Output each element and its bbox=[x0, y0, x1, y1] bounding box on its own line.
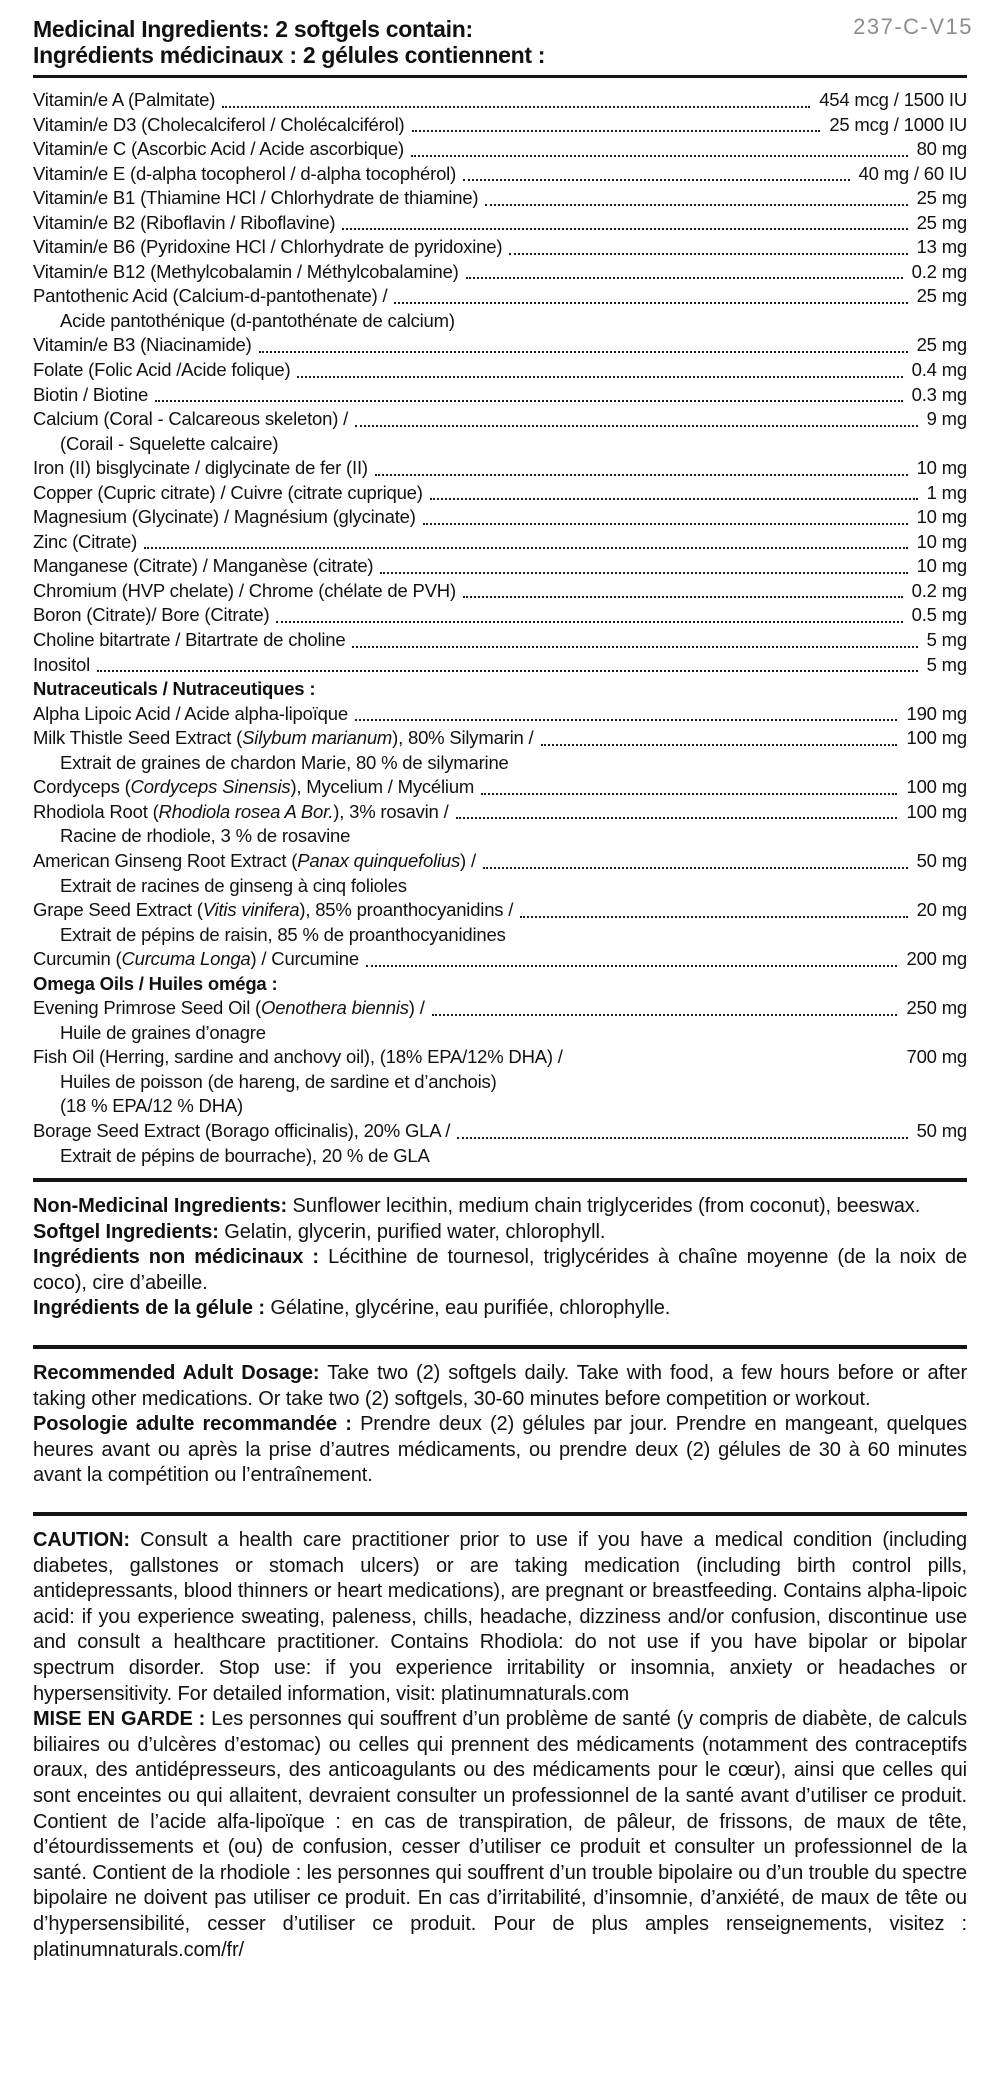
ingredient-amount: 10 mg bbox=[916, 457, 967, 479]
dot-leader bbox=[380, 572, 907, 574]
ingredient-row bbox=[33, 702, 967, 727]
ingredient-row bbox=[33, 653, 967, 678]
ingredient-name: Vitamin/e B3 (Niacinamide) bbox=[33, 334, 252, 356]
ingredient-amount: 100 mg bbox=[906, 727, 967, 749]
ingredient-name: Folate (Folic Acid /Acide folique) bbox=[33, 359, 291, 381]
ingredient-amount: 0.4 mg bbox=[911, 359, 967, 381]
ingredient-row bbox=[33, 849, 967, 874]
ingredient-name: Iron (II) bisglycinate / diglycinate de fer (II) bbox=[33, 457, 368, 479]
ingredient-continuation-line: Huile de graines d’onagre bbox=[60, 1021, 266, 1043]
ingredient-row bbox=[33, 505, 967, 530]
ingredient-amount: 454 mcg / 1500 IU bbox=[819, 89, 967, 110]
dot-leader bbox=[466, 277, 903, 279]
ingredient-name: Vitamin/e B12 (Methylcobalamin / Méthylcobalamine) bbox=[33, 260, 459, 282]
ingredient-name: Grape Seed Extract (Vitis vinifera), 85% proanthocyanidins / bbox=[33, 899, 514, 921]
ingredient-amount: 5 mg bbox=[926, 629, 967, 651]
dot-leader bbox=[144, 547, 907, 549]
ingredient-amount: 9 mg bbox=[926, 408, 967, 430]
dot-leader bbox=[259, 351, 908, 353]
ingredient-name: Milk Thistle Seed Extract (Silybum marianum), 80% Silymarin / bbox=[33, 727, 534, 749]
dot-leader bbox=[366, 965, 898, 967]
header-title-fr: Ingrédients médicinaux : 2 gélules contiennent : bbox=[33, 42, 546, 68]
ingredient-row bbox=[33, 996, 967, 1021]
ingredient-continuation-line: Acide pantothénique (d-pantothénate de calcium) bbox=[60, 309, 455, 331]
dot-leader bbox=[456, 817, 898, 819]
ingredient-continuation-line: Extrait de graines de chardon Marie, 80 % de silymarine bbox=[60, 751, 509, 773]
ingredient-name: Boron (Citrate)/ Bore (Citrate) bbox=[33, 604, 270, 626]
ingredient-row bbox=[33, 775, 967, 800]
ingredient-amount: 1 mg bbox=[926, 481, 967, 503]
dot-leader bbox=[394, 302, 907, 304]
dot-leader bbox=[412, 130, 821, 132]
paragraph-lead-in: Softgel Ingredients: bbox=[33, 1220, 219, 1243]
ingredient-amount: 0.5 mg bbox=[911, 604, 967, 626]
paragraph-lead-in: Ingrédients non médicinaux : bbox=[33, 1246, 319, 1269]
dot-leader bbox=[463, 179, 849, 181]
ingredient-amount: 10 mg bbox=[916, 506, 967, 528]
ingredient-amount: 5 mg bbox=[926, 653, 967, 675]
ingredient-row bbox=[33, 284, 967, 309]
ingredient-row bbox=[33, 235, 967, 260]
dot-leader bbox=[375, 474, 908, 476]
ingredient-amount: 200 mg bbox=[906, 948, 967, 970]
ingredient-row bbox=[33, 1045, 967, 1070]
ingredient-name: Vitamin/e A (Palmitate) bbox=[33, 89, 216, 110]
dot-leader bbox=[411, 155, 908, 157]
label-paragraph bbox=[33, 1528, 967, 1707]
ingredient-amount: 13 mg bbox=[916, 236, 967, 258]
ingredient-name: Cordyceps (Cordyceps Sinensis), Mycelium / Mycélium bbox=[33, 776, 475, 798]
ingredient-group-heading: Omega Oils / Huiles oméga : bbox=[33, 972, 278, 994]
paragraph-text: Consult a health care practitioner prior to use if you have a medical condition (including diabetes, gallstones or stomach ulcers) or are taking medication (including birth control pills, antidepressants, blood thinners or heart medications), are pregnant or breastfeeding. Contains alpha-lipoic acid: if you experience sweating, paleness, chills, headache, dizziness and/or confusion, discontinue use and consult a healthcare practitioner. Contains Rhodiola: do not use if you have bipolar or bipolar spectrum disorder. Stop use: if you experience irritability or insomnia, anxiety or headaches or hypersensitivity. For detailed information, visit: platinumnaturals.com bbox=[33, 1529, 967, 1705]
ingredient-name: Evening Primrose Seed Oil (Oenothera biennis) / bbox=[33, 997, 425, 1019]
paragraph-lead-in: Posologie adulte recommandée : bbox=[33, 1413, 352, 1436]
ingredient-row bbox=[33, 947, 967, 972]
ingredient-name: Manganese (Citrate) / Manganèse (citrate) bbox=[33, 555, 374, 577]
label-paragraph bbox=[33, 1707, 967, 1963]
ingredient-name: Copper (Cupric citrate) / Cuivre (citrate cuprique) bbox=[33, 481, 423, 503]
ingredient-amount: 0.2 mg bbox=[911, 579, 967, 601]
ingredient-name: Choline bitartrate / Bitartrate de choline bbox=[33, 629, 346, 651]
paragraph-text: Prendre deux (2) gélules par jour. Prendre en mangeant, quelques heures avant ou après la prise d’autres médicaments, ou prendre deux (2) gélules de 30 à 60 minutes avant la compétition ou l’entraînement. bbox=[33, 1413, 967, 1487]
paragraph-lead-in: MISE EN GARDE : bbox=[33, 1708, 206, 1731]
label-paragraph bbox=[33, 1194, 967, 1220]
paragraph-lead-in: Ingrédients de la gélule : bbox=[33, 1297, 265, 1320]
ingredient-amount: 25 mg bbox=[916, 187, 967, 209]
ingredient-name: Chromium (HVP chelate) / Chrome (chélate de PVH) bbox=[33, 579, 456, 601]
ingredient-row bbox=[33, 88, 967, 113]
ingredient-name: Calcium (Coral - Calcareous skeleton) / bbox=[33, 408, 349, 430]
label-paragraph bbox=[33, 1361, 967, 1412]
label-header bbox=[33, 14, 973, 68]
ingredient-row bbox=[33, 603, 967, 628]
dot-leader bbox=[155, 400, 903, 402]
dot-leader bbox=[483, 867, 908, 869]
label-paragraph bbox=[33, 1296, 967, 1322]
ingredient-name: Vitamin/e C (Ascorbic Acid / Acide ascorbique) bbox=[33, 138, 404, 160]
dot-leader bbox=[423, 523, 908, 525]
ingredient-row bbox=[33, 481, 967, 506]
dot-leader bbox=[457, 1137, 907, 1139]
ingredient-name: American Ginseng Root Extract (Panax quinquefolius) / bbox=[33, 849, 476, 871]
dot-leader bbox=[463, 596, 903, 598]
ingredient-row bbox=[33, 113, 967, 138]
ingredient-row bbox=[33, 554, 967, 579]
label-paragraph bbox=[33, 1220, 967, 1246]
ingredient-amount: 0.2 mg bbox=[911, 260, 967, 282]
ingredient-amount: 25 mcg / 1000 IU bbox=[829, 113, 967, 135]
label-paragraph bbox=[33, 1245, 967, 1296]
header-title-en: Medicinal Ingredients: 2 softgels contain: bbox=[33, 16, 473, 42]
paragraph-lead-in: Non-Medicinal Ingredients: bbox=[33, 1195, 288, 1218]
ingredient-row bbox=[33, 407, 967, 432]
paragraph-lead-in: Recommended Adult Dosage: bbox=[33, 1362, 320, 1385]
ingredient-group-heading: Nutraceuticals / Nutraceutiques : bbox=[33, 678, 316, 700]
dot-leader bbox=[541, 744, 898, 746]
dot-leader bbox=[485, 204, 907, 206]
ingredient-amount: 50 mg bbox=[916, 1119, 967, 1141]
ingredient-row bbox=[33, 726, 967, 751]
ingredient-name: Pantothenic Acid (Calcium-d-pantothenate) / bbox=[33, 285, 388, 307]
ingredient-row bbox=[33, 260, 967, 285]
header-divider bbox=[33, 75, 967, 78]
ingredient-name: Fish Oil (Herring, sardine and anchovy oil), (18% EPA/12% DHA) / bbox=[33, 1046, 563, 1068]
ingredient-amount: 0.3 mg bbox=[911, 383, 967, 405]
ingredient-continuation-line: Racine de rhodiole, 3 % de rosavine bbox=[60, 825, 351, 847]
dot-leader bbox=[355, 719, 898, 721]
ingredient-amount: 100 mg bbox=[906, 776, 967, 798]
dot-leader bbox=[430, 498, 918, 500]
paragraph-text: Les personnes qui souffrent d’un problème de santé (y compris de diabète, de calculs biliaires ou d’ulcères d’estomac) ou celles qui prennent des médicaments (notamment des contraceptifs oraux, des antidépresseurs, des anticoagulants ou des médicaments pour le cœur), ainsi que celles qui sont enceintes ou qui allaitent, devraient consulter un professionnel de la santé avant d’utiliser ce produit. Contient de l’acide alfa-lipoïque : en cas de transpiration, de pâleur, de frissons, de maux de tête, d’étourdissements et (ou) de confusion, cesser d’utiliser ce produit et consulter un professionnel de la santé. Contient de la rhodiole : les personnes qui souffrent d’un trouble bipolaire ou d’un trouble du spectre bipolaire ne doivent pas utiliser ce produit. En cas d’irritabilité, d’insomnie, d’anxiété, de maux de tête ou d’hypersensibilité, cesser d’utiliser ce produit. Pour de plus amples renseignements, visitez : platinumnaturals.com/fr/ bbox=[33, 1708, 967, 1961]
paragraph-text: Lécithine de tournesol, triglycérides à chaîne moyenne (de la noix de coco), cire d’abeille. bbox=[33, 1246, 967, 1294]
dot-leader bbox=[342, 228, 907, 230]
ingredient-continuation-line: (18 % EPA/12 % DHA) bbox=[60, 1095, 243, 1117]
ingredient-name: Rhodiola Root (Rhodiola rosea A Bor.), 3% rosavin / bbox=[33, 800, 449, 822]
ingredient-amount: 25 mg bbox=[916, 211, 967, 233]
ingredient-amount: 20 mg bbox=[916, 899, 967, 921]
ingredient-amount: 250 mg bbox=[906, 997, 967, 1019]
paragraph-text: Gélatine, glycérine, eau purifiée, chlorophylle. bbox=[264, 1297, 671, 1320]
non-medicinal-section bbox=[33, 1182, 967, 1335]
caution-section bbox=[33, 1516, 967, 1976]
ingredient-name: Vitamin/e B1 (Thiamine HCl / Chlorhydrate de thiamine) bbox=[33, 187, 479, 209]
ingredient-row bbox=[33, 456, 967, 481]
version-code: 237-C-V15 bbox=[853, 14, 973, 39]
ingredient-name: Curcumin (Curcuma Longa) / Curcumine bbox=[33, 948, 359, 970]
ingredient-name: Vitamin/e E (d-alpha tocopherol / d-alpha tocophérol) bbox=[33, 162, 457, 184]
ingredient-continuation-line: Extrait de racines de ginseng à cinq folioles bbox=[60, 874, 407, 896]
ingredient-name: Vitamin/e D3 (Cholecalciferol / Cholécalciférol) bbox=[33, 113, 405, 135]
medicinal-ingredients-table bbox=[33, 88, 967, 1168]
ingredient-continuation-line: Extrait de pépins de raisin, 85 % de proanthocyanidines bbox=[60, 923, 506, 945]
ingredient-name: Inositol bbox=[33, 653, 91, 675]
ingredient-amount: 25 mg bbox=[916, 334, 967, 356]
dot-leader bbox=[570, 1063, 898, 1065]
ingredient-row bbox=[33, 579, 967, 604]
dot-leader bbox=[520, 916, 907, 918]
ingredient-continuation-line: Huiles de poisson (de hareng, de sardine et d’anchois) bbox=[60, 1070, 497, 1092]
dot-leader bbox=[352, 646, 917, 648]
ingredient-row bbox=[33, 1119, 967, 1144]
ingredient-name: Magnesium (Glycinate) / Magnésium (glycinate) bbox=[33, 506, 416, 528]
dot-leader bbox=[297, 376, 902, 378]
dot-leader bbox=[276, 621, 902, 623]
ingredient-row bbox=[33, 186, 967, 211]
ingredient-name: Vitamin/e B6 (Pyridoxine HCl / Chlorhydrate de pyridoxine) bbox=[33, 236, 503, 258]
dot-leader bbox=[355, 425, 918, 427]
ingredient-row bbox=[33, 162, 967, 187]
dot-leader bbox=[509, 253, 907, 255]
ingredient-row bbox=[33, 358, 967, 383]
ingredient-row bbox=[33, 383, 967, 408]
dot-leader bbox=[432, 1014, 898, 1016]
ingredient-name: Vitamin/e B2 (Riboflavin / Riboflavine) bbox=[33, 211, 336, 233]
dosage-section bbox=[33, 1349, 967, 1502]
paragraph-text: Take two (2) softgels daily. Take with food, a few hours before or after taking other medications. Or take two (2) softgels, 30-60 minutes before competition or workout. bbox=[33, 1362, 968, 1410]
dot-leader bbox=[481, 793, 897, 795]
ingredient-name: Alpha Lipoic Acid / Acide alpha-lipoïque bbox=[33, 702, 348, 724]
ingredient-continuation-line: (Corail - Squelette calcaire) bbox=[60, 432, 279, 454]
ingredient-row bbox=[33, 211, 967, 236]
paragraph-text: Gelatin, glycerin, purified water, chlorophyll. bbox=[218, 1220, 606, 1243]
ingredient-row bbox=[33, 530, 967, 555]
ingredient-row bbox=[33, 898, 967, 923]
paragraph-text: Sunflower lecithin, medium chain triglycerides (from coconut), beeswax. bbox=[287, 1195, 921, 1218]
ingredient-name: Borage Seed Extract (Borago officinalis), 20% GLA / bbox=[33, 1119, 451, 1141]
ingredient-amount: 80 mg bbox=[916, 138, 967, 160]
ingredient-name: Zinc (Citrate) bbox=[33, 530, 138, 552]
ingredient-amount: 40 mg / 60 IU bbox=[858, 162, 967, 184]
ingredient-amount: 10 mg bbox=[916, 530, 967, 552]
ingredient-amount: 700 mg bbox=[906, 1046, 967, 1068]
paragraph-lead-in: CAUTION: bbox=[33, 1529, 130, 1551]
ingredient-amount: 50 mg bbox=[916, 849, 967, 871]
ingredient-row bbox=[33, 137, 967, 162]
ingredient-amount: 190 mg bbox=[906, 702, 967, 724]
label-paragraph bbox=[33, 1412, 967, 1489]
ingredient-amount: 100 mg bbox=[906, 800, 967, 822]
ingredient-row bbox=[33, 800, 967, 825]
ingredient-amount: 25 mg bbox=[916, 285, 967, 307]
ingredient-continuation-line: Extrait de pépins de bourrache), 20 % de GLA bbox=[60, 1144, 430, 1166]
ingredient-row bbox=[33, 333, 967, 358]
ingredient-name: Biotin / Biotine bbox=[33, 383, 149, 405]
ingredient-amount: 10 mg bbox=[916, 555, 967, 577]
dot-leader bbox=[97, 670, 918, 672]
ingredient-row bbox=[33, 628, 967, 653]
dot-leader bbox=[222, 106, 810, 108]
